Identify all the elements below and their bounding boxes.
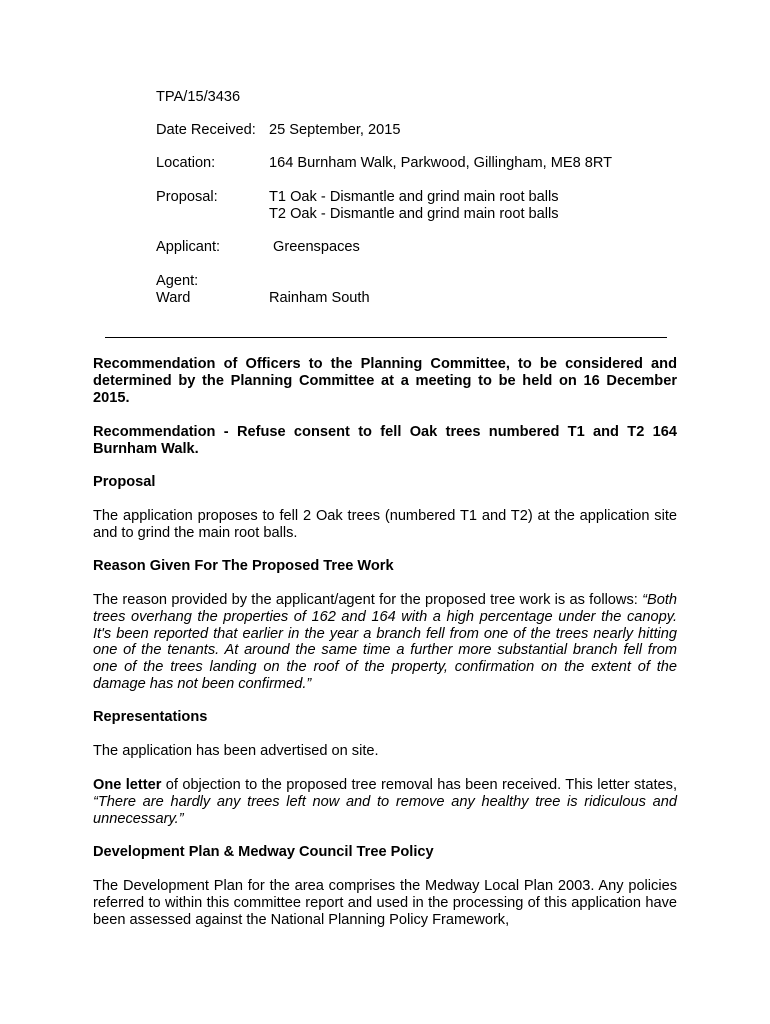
recommendation-officers: Recommendation of Officers to the Planning Committee, to be considered and determined by the Planning Committee at a meeting to be held on 16 December 2015. (93, 356, 677, 406)
proposal-label: Proposal: (156, 189, 218, 205)
objection-letter-paragraph (93, 777, 677, 827)
letter-bold: One letter (93, 777, 162, 793)
recommendation-refuse: Recommendation - Refuse consent to fell Oak trees numbered T1 and T2 164 Burnham Walk. (93, 424, 677, 457)
proposal-row-2 (156, 206, 559, 223)
ward-label: Ward (156, 290, 191, 306)
agent-label: Agent: (156, 273, 199, 289)
date-received-label: Date Received: (156, 122, 256, 138)
devplan-paragraph: The Development Plan for the area comprises the Medway Local Plan 2003. Any policies referred to within this committee report and used in the processing of this application have been assessed against the National Planning Policy Framework, (93, 878, 677, 928)
date-received-value: 25 September, 2015 (269, 122, 401, 138)
applicant-value: Greenspaces (273, 239, 360, 255)
location-value: 164 Burnham Walk, Parkwood, Gillingham, ME8 8RT (269, 155, 613, 171)
letter-quote: “There are hardly any trees left now and to remove any healthy tree is ridiculous and unnecessary.” (93, 793, 677, 827)
devplan-heading: Development Plan & Medway Council Tree Policy (93, 844, 434, 860)
representations-heading: Representations (93, 709, 208, 725)
reason-quote: “Both trees overhang the properties of 162 and 164 with a high percentage under the canopy. It's been reported that earlier in the year a branch fell from one of the trees nearly hitting one of the tenants. At around the same time a further more substantial branch fell from one of the trees landing on the roof of the property, confirmation on the extent of the damage has not been confirmed.” (93, 592, 677, 692)
reference-number (156, 89, 240, 106)
location-label: Location: (156, 155, 216, 171)
reason-heading: Reason Given For The Proposed Tree Work (93, 558, 394, 574)
applicant-label: Applicant: (156, 239, 221, 255)
ward-value: Rainham South (269, 290, 370, 306)
reason-intro: The reason provided by the applicant/agent for the proposed tree work is as follows: (93, 592, 638, 608)
date-received-row (156, 122, 400, 139)
applicant-row (156, 239, 360, 256)
proposal-row (156, 189, 559, 206)
letter-text: of objection to the proposed tree removal has been received. This letter states, (161, 777, 677, 793)
proposal-heading: Proposal (93, 474, 156, 490)
proposal-line-1: T1 Oak - Dismantle and grind main root balls (269, 189, 559, 205)
proposal-paragraph: The application proposes to fell 2 Oak trees (numbered T1 and T2) at the application site and to grind the main root balls. (93, 508, 677, 541)
horizontal-divider (105, 337, 667, 338)
reason-paragraph (93, 592, 677, 693)
representations-paragraph: The application has been advertised on site. (93, 743, 379, 759)
proposal-line-2: T2 Oak - Dismantle and grind main root balls (269, 206, 559, 222)
reference-value: TPA/15/3436 (156, 89, 241, 105)
location-row (156, 155, 612, 172)
ward-row (156, 290, 370, 307)
agent-row (156, 273, 269, 290)
